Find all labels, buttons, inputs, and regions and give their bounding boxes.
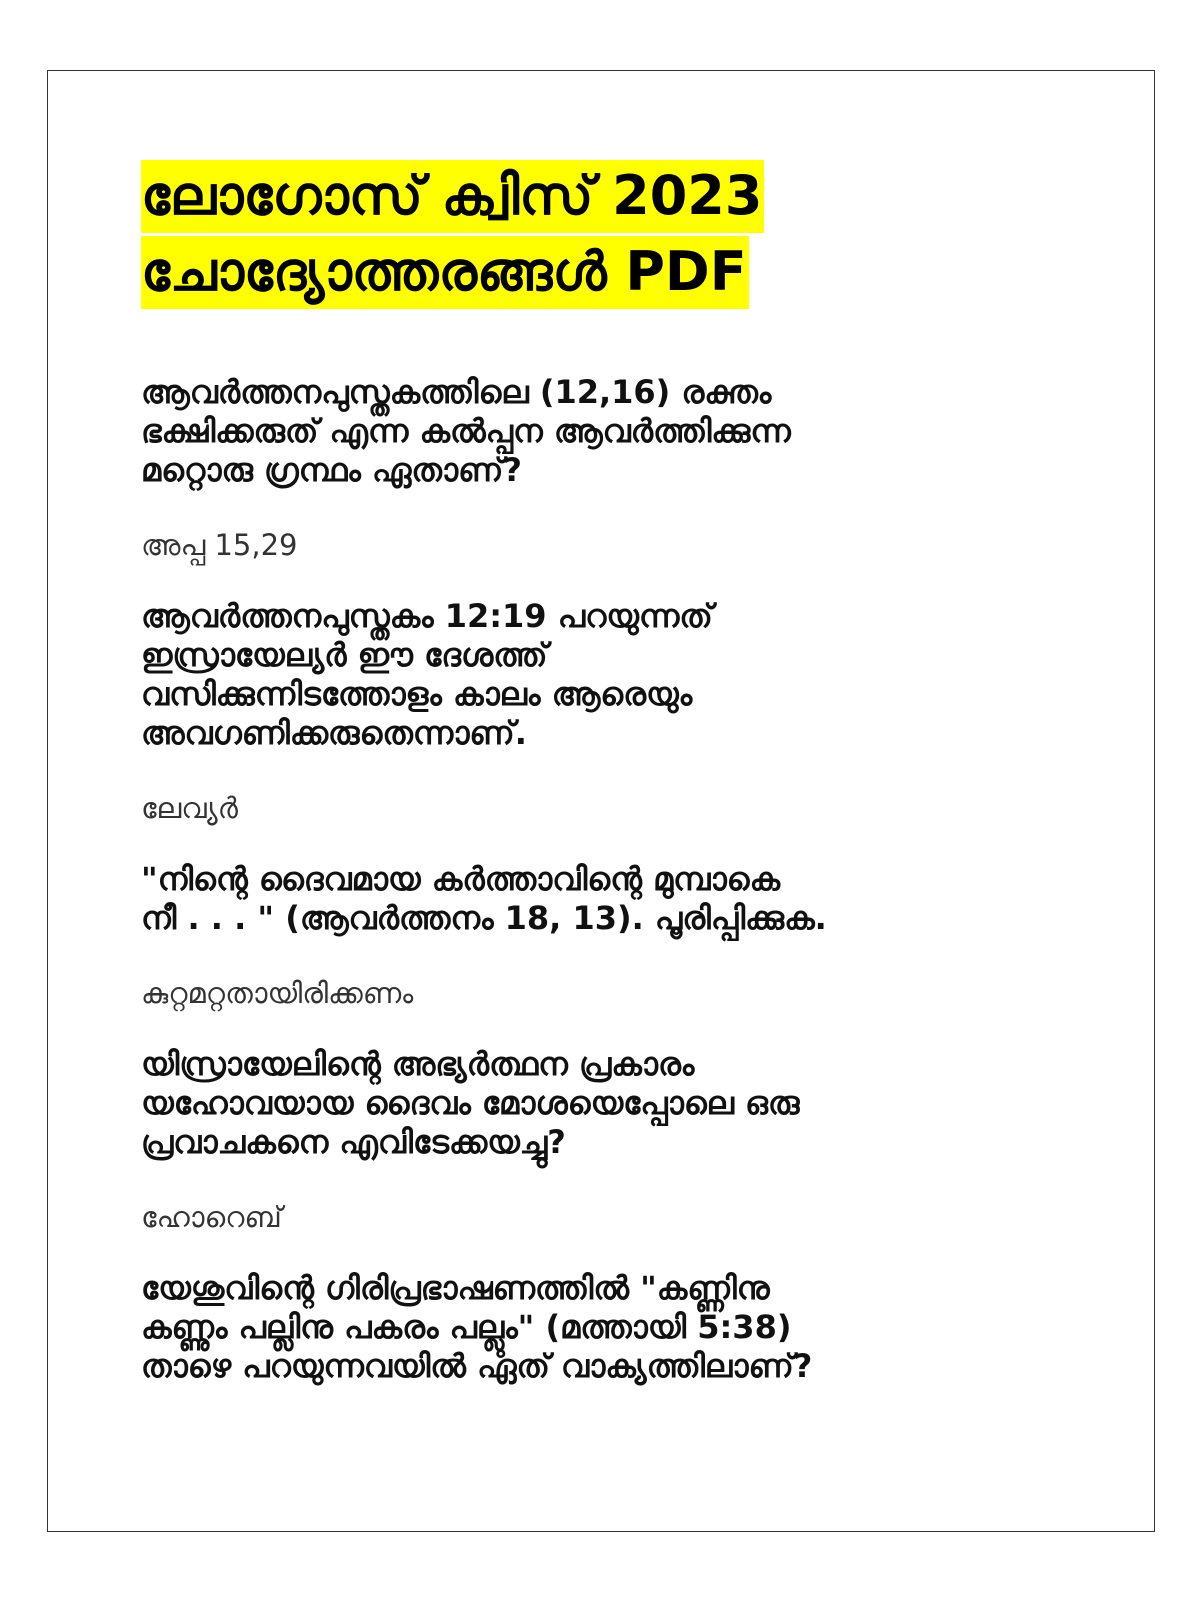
qa-item-3: [141, 860, 1061, 1011]
question-line: ആവർത്തനപുസ്തകം 12:19 പറയുന്നത്: [141, 597, 713, 635]
qa-item-1: [141, 373, 1061, 563]
question-line: പ്രവാചകനെ എവിടേക്കയച്ചു?: [141, 1123, 566, 1161]
qa-item-2: [141, 597, 1061, 826]
question-1: [141, 373, 1061, 490]
question-line: "നിന്റെ ദൈവമായ കർത്താവിന്റെ മുമ്പാകെ: [141, 860, 781, 898]
question-5: [141, 1269, 1061, 1386]
question-line: ഭക്ഷിക്കരുത് എന്ന കൽപ്പന ആവർത്തിക്കുന്ന: [141, 412, 791, 450]
title-line-2: ചോദ്യോത്തരങ്ങൾ PDF: [141, 240, 747, 303]
question-line: താഴെ പറയുന്നവയിൽ ഏത് വാക്യത്തിലാണ്?: [141, 1347, 813, 1385]
question-line: ഇസ്രായേല്യർ ഈ ദേശത്ത്: [141, 636, 548, 674]
question-line: ആവർത്തനപുസ്തകത്തിലെ (12,16) രക്തം: [141, 373, 772, 411]
question-3: [141, 860, 1061, 938]
question-2: [141, 597, 1061, 753]
qa-item-4: [141, 1045, 1061, 1235]
title-line-1: ലോഗോസ് ക്വിസ് 2023: [141, 164, 763, 227]
question-4: [141, 1045, 1061, 1162]
question-line: യിസ്രായേലിന്റെ അഭ്യർത്ഥന പ്രകാരം: [141, 1045, 695, 1083]
answer-3: കുറ്റമറ്റതായിരിക്കണം: [141, 976, 414, 1010]
page-title: [141, 158, 1061, 310]
question-line: നീ . . . " (ആവർത്തനം 18, 13). പൂരിപ്പിക്കുക.: [141, 899, 827, 937]
question-line: കണ്ണും പല്ലിനു പകരം പല്ലും" (മത്തായി 5:38): [141, 1308, 792, 1346]
document-content: [141, 158, 1061, 1386]
answer-2: ലേവ്യർ: [141, 791, 238, 825]
qa-item-5: [141, 1269, 1061, 1386]
question-line: യേശുവിന്റെ ഗിരിപ്രഭാഷണത്തിൽ "കണ്ണിനു: [141, 1269, 770, 1307]
question-line: യഹോവയായ ദൈവം മോശയെപ്പോലെ ഒരു: [141, 1084, 800, 1122]
question-line: വസിക്കുന്നിടത്തോളം കാലം ആരെയും: [141, 675, 693, 713]
question-line: മറ്റൊരു ഗ്രന്ഥം ഏതാണ്?: [141, 451, 522, 489]
question-line: അവഗണിക്കരുതെന്നാണ്.: [141, 714, 527, 752]
title-highlight: [141, 160, 764, 309]
answer-4: ഹോറെബ്: [141, 1200, 282, 1234]
answer-1: അപ്പ 15,29: [141, 528, 298, 562]
